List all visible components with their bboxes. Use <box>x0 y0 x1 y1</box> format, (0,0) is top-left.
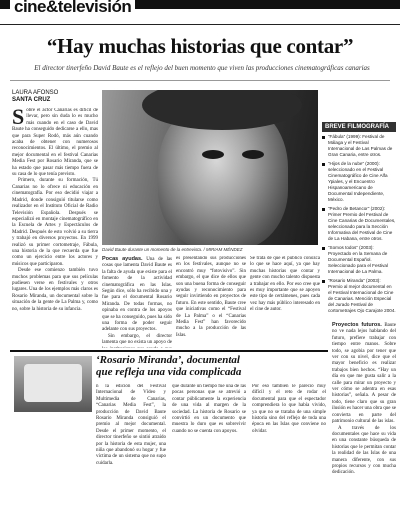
filmography-item: “Pedro de Betancor” (2002): Primer Premio del Festival de Cine Canarias de Documentales, seleccionado para la Sección Informativa del Festival de Cine de La Habana, entre otros. <box>322 206 396 242</box>
column-right-text: Baute no ve nada lejos hablando del futuro, prefiere trabajar con tiempo entre manos. Sobre todo, se agobia por tener que ver con su nivel, dice que el mayor beneficio es realizar trabajos bien hechos. “Hay un día en que me gusta salir a la calle para mirar un proyecto y ver cómo se adentra en esas historias”, señala. A pesar de todo, tiene claro que su gran ilusión es hacer una obra que se convierta en parte del patrimonio cultural de las islas. <box>332 323 396 425</box>
dek-rule <box>10 80 390 81</box>
column-right-text-b: A través de los documentales que hace su vida en una constante búsqueda de historias que le permitan contar la realidad de las Islas de una manera diferente, con sus propios recursos y con mucha dedicación. <box>332 425 396 476</box>
byline <box>12 90 58 104</box>
filmography-item: “Rosario Miranda” (2003): Premio al mejor documental en el Festival Internacional de Cine de Canarias. Mención Especial del Jurado Festival de cortometrajes Ojo Carajote 2004. <box>322 278 396 314</box>
box-column-3 <box>252 384 326 514</box>
filmography-title: BREVE FILMOGRAFÍA <box>322 122 396 132</box>
column-2 <box>102 256 172 348</box>
box-column-1-text: n la edición del Festival Internacional de Vídeo y Multimedia de Canarias, “Canarias Media Fest”, la producción de David Baute Rosario Miranda consiguió el premio al mejor documental. Desde el primer momento, el director tinerfeño se sintió atraído por la historia de esta mujer, una niña que abandonó su hogar y fue víctima de un sistema que no supo cuidarla. <box>96 384 166 466</box>
eye-right <box>242 150 264 159</box>
top-rule <box>0 24 400 25</box>
filmography-item: “Somos todos” (2003): Proyectado en la Semana de Documental Español. Seleccionado para el Festival Internacional de La Palma. <box>322 245 396 275</box>
column-right <box>332 322 396 516</box>
column-4-text: Se trata de que el público conozca lo que se hace aquí, ya que hay muchas historias que contar y gente con mucho talento dispuesta a trabajar en ello. Por eso cree que es muy importante que se apoyen este tipo de certámenes, pues cada vez hay más público interesado en el cine de autor. <box>250 256 320 313</box>
hair-shape <box>142 90 302 130</box>
tv-screen <box>24 364 82 402</box>
box-column-2 <box>172 384 246 514</box>
box-column-3-text: Por eso también le pareció muy difícil y el reto de rodar el documental para que el espectador comprendiera lo que había vivido, ya que no se trataba de una simple historia sino del reflejo de toda una época en las Islas que conviene no olvidar. <box>252 384 326 434</box>
eye-left <box>202 150 224 159</box>
section-title: cine&televisión <box>10 0 135 17</box>
column-4 <box>250 256 320 348</box>
box-column-1 <box>96 384 166 514</box>
column-1 <box>12 108 98 348</box>
subheadline: El director tinerfeño David Baute es el reflejo del buen momento que viven las producciones cinematográficas canarias <box>34 64 370 72</box>
headline: “Hay muchas historias que contar” <box>46 34 354 58</box>
column-2-text: Una de las cosas que lamenta David Baute es la falta de ayuda que existe para el fomento de la actividad cinematográfica en las Islas. Según dice, sólo ha recibido una y fue para el documental Rosario Miranda. De todas formas, no opinaba en contra de los apoyos que se ha conseguido, pues ha sido una forma de poder seguir adelante con sus proyectos. <box>102 257 172 333</box>
box-column-2-text: que durante un tiempo fue una de las pocas personas que se atrevió a contar públicamente la experiencia de una vida al margen de la sociedad. La historia de Rosario se convirtió en un documento que muestra lo duro que es sobrevivir cuando no se cuenta con apoyos. <box>172 384 246 434</box>
author: LAURA AFONSO <box>12 90 59 96</box>
dropcap: S <box>12 108 25 129</box>
box-headline: ‘Rosario Miranda’, documental que refleja una vida complicada <box>96 354 242 378</box>
filmography-item: “Hijos de la nube” (2000): seleccionado en el Festival Cinematográfico de Cine Alfa Ypiales, y el Encuentro Hispanoamericano de Documental Independiente, México. <box>322 161 396 203</box>
photo-caption: David Baute durante un momento de la entrevista. / MIRIAM MÉNDEZ <box>102 247 243 252</box>
place: SANTA CRUZ <box>12 97 51 103</box>
portrait-photo <box>102 90 318 245</box>
tv-thumbnail <box>14 356 92 412</box>
column-3 <box>176 256 246 348</box>
subhead-ayudas: Pocas ayudas. <box>102 256 143 262</box>
column-1-text-c: Desde ese comienzo también tuvo muchos problemas para que sus películas pudiesen verse en festivales y otros lugares. Una de los ejemplos más claros es Rosario Miranda, un documental sobre la situación de la gente de La Palma y, como no, sobre la historia de su infancia. <box>12 268 98 312</box>
filmography-list <box>322 134 396 317</box>
filmography-item: “Fábula” (1999): Festival de Málaga y el Festival Internacional de Las Palmas de Gran Canaria, entre otros. <box>322 134 396 158</box>
column-1-text: obre el actor Canarias es difícil de llevar, pero sin duda lo es mucho más cuando en el caso de David Baute ha conseguido dedicarse a ello, mas que para Super Rodó, más aún cuando acaba de obtener con numerosos reconocimientos. El último, el premio al mejor documental en el festival Canarias Media Fest por Rosario Miranda, que se ha estado que pasar más tiempo fuera de su casa de lo que tenía previsto. <box>12 108 98 178</box>
subhead-proyectos: Proyectos futuros. <box>332 322 382 328</box>
column-1-text-b: Primero, durante su formación, Tú Canarias no lo ofrece ni educación en cinematografía. Por eso decidió viajar a Madrid, donde consiguió titularse como realizador en el Instituto Oficial de Radio Televisión Española. Después se especializó en montaje cinematográfico en la Escuela de Artes y Espectáculos de Madrid. Después de esto volvió a su tierra y trabajó en diversos proyectos. En 1999 realizó su primer cortometraje, Fábula, una historia de la que recuerda que fue como un ejercicio entre los actores y músicos que participaron. <box>12 178 98 267</box>
column-2-text-b: Sin embargo, el director lamenta que no exista un apoyo de <box>102 333 172 346</box>
column-3-text: es presentando sus producciones en los festivales, aunque no se encontró muy “fotovisivo”. Sin embargo, el que dice de ellos que son una buena forma de conseguir ayudas y reconocimiento para seguir invirtiendo en proyectos de futuro. En este sentido, Baute cree que iniciativas como el “Festival de La Palma” o el “Canarias Media Fest” han favorecido mucho a la producción de las Islas. <box>176 256 246 338</box>
